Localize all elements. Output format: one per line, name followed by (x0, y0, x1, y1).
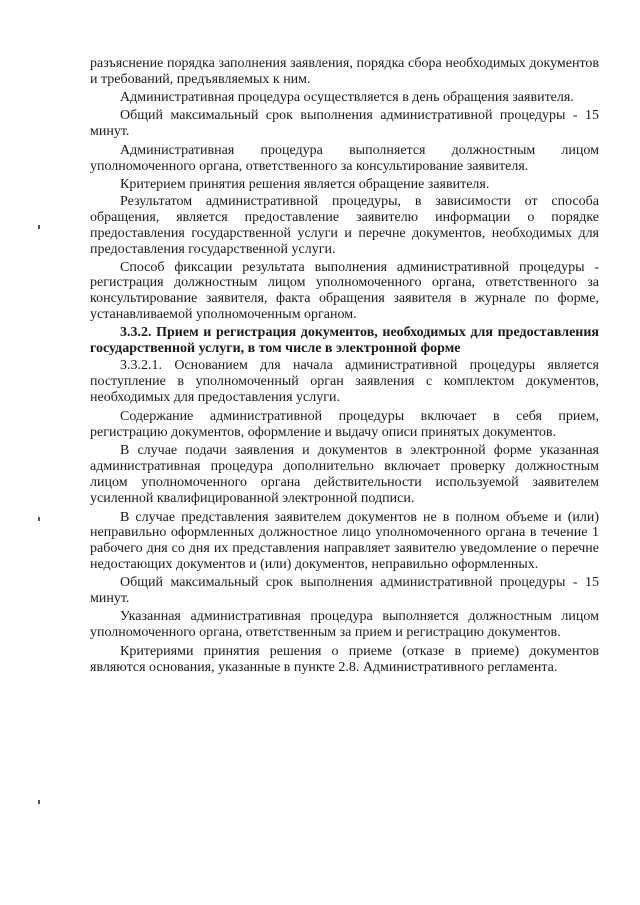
paragraph-result: Результатом административной процедуры, в зависимости от способа обращения, является предоставление заявителю информации о порядке предоставления государственной услуги и перечне документов, необходимых для предоставления государственной услуги. (90, 194, 599, 257)
paragraph-electronic: В случае подачи заявления и документов в электронной форме указанная административная процедура дополнительно включает проверку должностным лицом уполномоченного органа действительности используемой заявителем усиленной квалифицированной электронной подписи. (90, 443, 599, 506)
paragraph-official-consult: Административная процедура выполняется должностным лицом уполномоченного органа, ответственного за консультирование заявителя. (90, 142, 599, 174)
paragraph-content: Содержание административной процедуры включает в себя прием, регистрацию документов, оформление и выдачу описи принятых документов. (90, 408, 599, 440)
paragraph-3-3-2-1: 3.3.2.1. Основанием для начала административной процедуры является поступление в уполномоченный орган заявления с комплектом документов, необходимых для предоставления услуги. (90, 358, 599, 405)
paragraph-continuation: разъяснение порядка заполнения заявления, порядка сбора необходимых документов и требований, предъявляемых к ним. (90, 56, 599, 87)
section-heading-3-3-2: 3.3.2. Прием и регистрация документов, необходимых для предоставления государственной услуги, в том числе в электронной форме (90, 324, 599, 356)
margin-mark (38, 517, 40, 521)
margin-mark (38, 800, 40, 804)
document-body (90, 56, 599, 675)
paragraph-fixation: Способ фиксации результата выполнения административной процедуры - регистрация должностным лицом уполномоченного органа, ответственного за консультирование заявителя, факта обращения заявителя в журнале по форме, устанавливаемой уполномоченным органом. (90, 259, 599, 322)
paragraph-criterion: Критерием принятия решения является обращение заявителя. (120, 176, 490, 192)
paragraph-max-term-1: Общий максимальный срок выполнения административной процедуры - 15 минут. (90, 108, 599, 140)
margin-mark (38, 225, 40, 229)
paragraph-procedure-day: Административная процедура осуществляется в день обращения заявителя. (120, 89, 574, 105)
paragraph-max-term-2: Общий максимальный срок выполнения административной процедуры - 15 минут. (90, 574, 599, 606)
paragraph-incomplete: В случае представления заявителем документов не в полном объеме и (или) неправильно оформленных должностное лицо уполномоченного органа в течение 1 рабочего дня со дня их представления направляет заявителю уведомление о перечне недостающих документов и (или) документов, неправильно оформленных. (90, 509, 599, 572)
paragraph-official-registration: Указанная административная процедура выполняется должностным лицом уполномоченного органа, ответственным за прием и регистрацию документов. (90, 609, 599, 641)
paragraph-criteria-acceptance: Критериями принятия решения о приеме (отказе в приеме) документов являются основания, указанные в пункте 2.8. Административного регламента. (90, 643, 599, 675)
